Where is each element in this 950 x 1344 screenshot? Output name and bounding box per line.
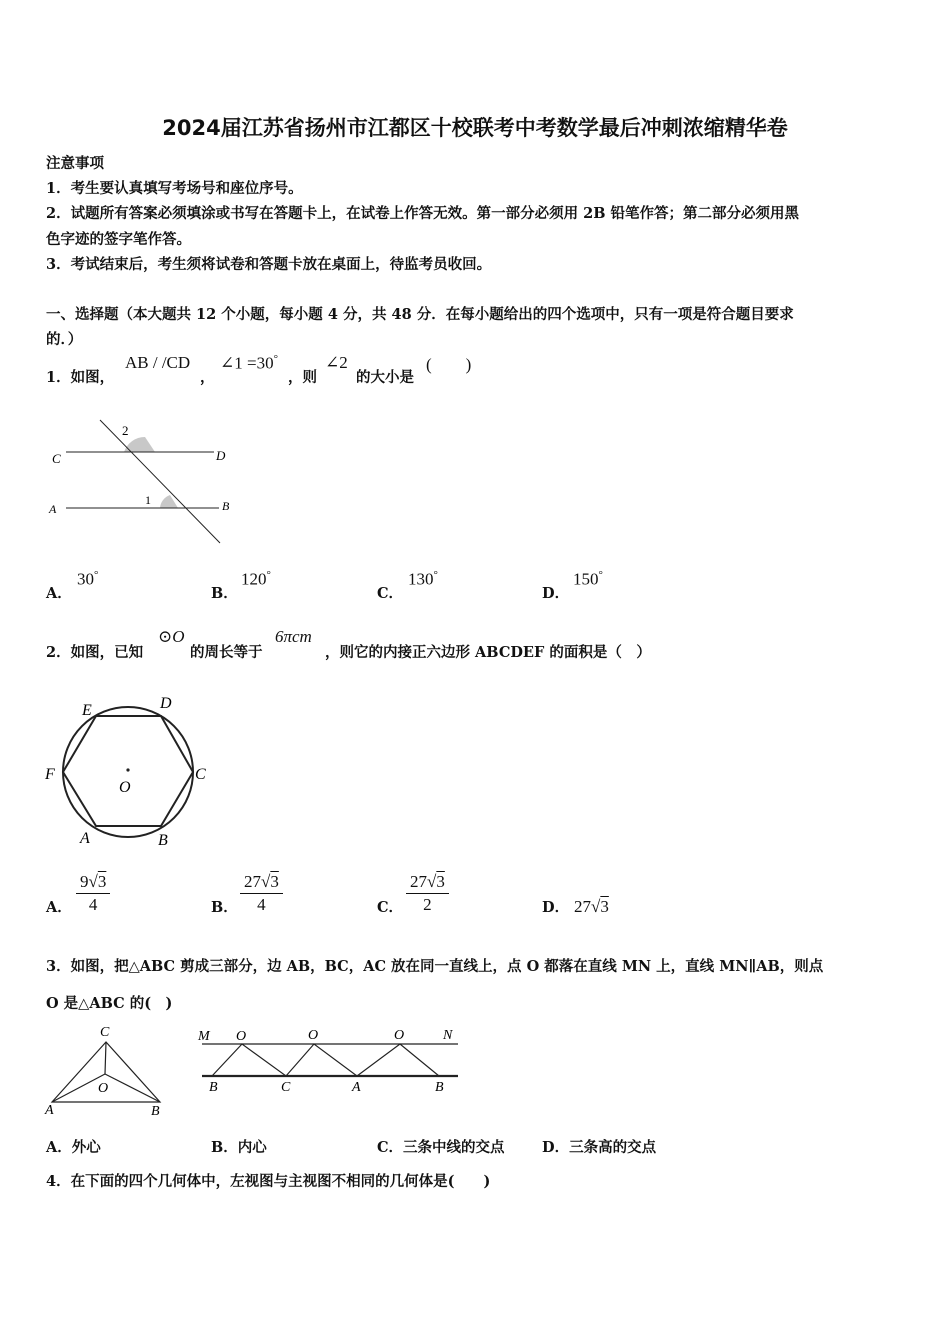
q1-answer-paren: ( ): [426, 355, 472, 374]
circle-o: [63, 707, 193, 837]
q2-suffix: ，则它的内接正六边形 ABCDEF 的面积是（ ）: [325, 644, 651, 661]
q1-parallel-lines-figure: [44, 415, 244, 550]
q1-option-a-value: 30°: [77, 569, 99, 589]
notice-item-3: 3．考试结束后，考生须将试卷和答题卡放在桌面上，待监考员收回。: [46, 256, 492, 273]
transversal-line: [100, 420, 220, 543]
q2-math-circle: ⊙O: [158, 627, 185, 646]
q1-sep2: ，则: [288, 369, 317, 386]
q2-hexagon-figure: [40, 688, 220, 853]
label-n: N: [443, 1028, 453, 1043]
label-angle-1: 1: [145, 493, 151, 507]
label-o-1: O: [236, 1029, 247, 1044]
q1-sep1: ，: [200, 369, 215, 386]
q2-option-a-rad: 3: [97, 872, 107, 891]
label-a: A: [352, 1080, 361, 1095]
q1-math-parallel: AB / /CD: [125, 353, 191, 372]
q2-option-b-den: 4: [257, 895, 266, 914]
segment-co: [105, 1042, 106, 1074]
q2-option-a-letter: A．: [46, 899, 72, 916]
q1-option-d-letter: D．: [542, 585, 570, 602]
q3-triangle-figure: [40, 1022, 175, 1122]
label-b-1: B: [209, 1080, 218, 1095]
label-d: D: [160, 695, 172, 712]
notice-item-2: 2．试题所有答案必须填涂或书写在答题卡上，在试卷上作答无效。第一部分必须用 2B 铅笔作答；第二部分必须用黑: [46, 205, 800, 222]
page-title: 2024届江苏省扬州市江都区十校联考中考数学最后冲刺浓缩精华卷: [162, 116, 788, 140]
q2-option-b-coef: 27: [244, 872, 261, 891]
label-c: C: [52, 451, 61, 466]
q2-prefix: 2．如图，已知: [46, 644, 144, 661]
q2-option-d-letter: D．: [542, 899, 570, 916]
label-b: B: [222, 499, 230, 513]
q2-option-d-value: 27√3: [574, 897, 609, 916]
q1-option-c-letter: C．: [377, 585, 404, 602]
q1-suffix: 的大小是: [356, 369, 414, 386]
label-d: D: [216, 448, 226, 463]
q3-option-b: B．内心: [211, 1139, 267, 1156]
q2-mid: 的周长等于: [190, 644, 263, 661]
label-b: B: [158, 832, 168, 849]
q1-option-a-letter: A．: [46, 585, 72, 602]
q1-prefix: 1．如图，: [46, 369, 115, 386]
notice-item-2-cont: 色字迹的签字笔作答。: [46, 231, 191, 248]
label-m: M: [198, 1029, 210, 1044]
label-a: A: [49, 502, 57, 516]
q3-option-a: A．外心: [46, 1139, 101, 1156]
zigzag-segments: [212, 1044, 439, 1076]
q2-option-c-coef: 27: [410, 872, 427, 891]
q3-line2: O 是△ABC 的( ): [46, 995, 173, 1012]
q2-option-b-rad: 3: [270, 872, 279, 891]
label-b: B: [151, 1104, 160, 1119]
q2-option-c-rad: 3: [436, 872, 445, 891]
q2-math-length: 6πcm: [275, 627, 312, 646]
section-heading: 一、选择题（本大题共 12 个小题，每小题 4 分，共 48 分．在每小题给出的四个选项中，只有一项是符合题目要求: [46, 306, 794, 323]
q1-math-angle1: ∠1 =30°: [220, 353, 278, 373]
label-b-2: B: [435, 1080, 444, 1095]
q2-option-c-fraction: $\frac{27√3}{2}$: [406, 872, 449, 915]
label-f: F: [45, 766, 55, 783]
q3-line-mn-figure: [190, 1022, 465, 1102]
label-c: C: [100, 1025, 110, 1040]
q1-math-angle2: ∠2: [325, 353, 348, 372]
q3-option-c: C．三条中线的交点: [377, 1139, 505, 1156]
q1-option-d-value: 150°: [573, 569, 603, 589]
notice-heading: 注意事项: [46, 155, 104, 172]
q3-line1: 3．如图，把△ABC 剪成三部分，边 AB，BC，AC 放在同一直线上，点 O 都落在直线 MN 上，直线 MN∥AB，则点: [46, 958, 824, 975]
label-c: C: [195, 766, 206, 783]
notice-item-1: 1．考生要认真填写考场号和座位序号。: [46, 180, 303, 197]
q2-option-b-letter: B．: [211, 899, 238, 916]
q2-option-a-fraction: $\frac{9√3}{4}$: [76, 872, 110, 915]
segment-bo: [105, 1074, 160, 1102]
q1-option-b-value: 120°: [241, 569, 271, 589]
q2-option-a-coef: 9: [80, 872, 89, 891]
label-c: C: [281, 1080, 291, 1095]
section-heading-cont: 的．）: [46, 331, 83, 348]
label-a: A: [45, 1103, 54, 1118]
label-o: O: [98, 1081, 109, 1096]
q1-option-b-letter: B．: [211, 585, 238, 602]
label-a: A: [80, 830, 90, 847]
label-o-3: O: [394, 1028, 405, 1043]
label-angle-2: 2: [122, 423, 129, 438]
label-o-2: O: [308, 1028, 319, 1043]
label-e: E: [82, 702, 92, 719]
q3-option-d: D．三条高的交点: [542, 1139, 657, 1156]
center-point: [126, 768, 129, 771]
q1-option-c-value: 130°: [408, 569, 438, 589]
q2-option-c-letter: C．: [377, 899, 404, 916]
q2-option-b-fraction: $\frac{27√3}{4}$: [240, 872, 283, 915]
q2-option-c-den: 2: [423, 895, 432, 914]
q2-option-a-den: 4: [88, 895, 98, 914]
q4-stem: 4．在下面的四个几何体中，左视图与主视图不相同的几何体是( ): [46, 1173, 491, 1190]
label-o: O: [119, 779, 131, 796]
